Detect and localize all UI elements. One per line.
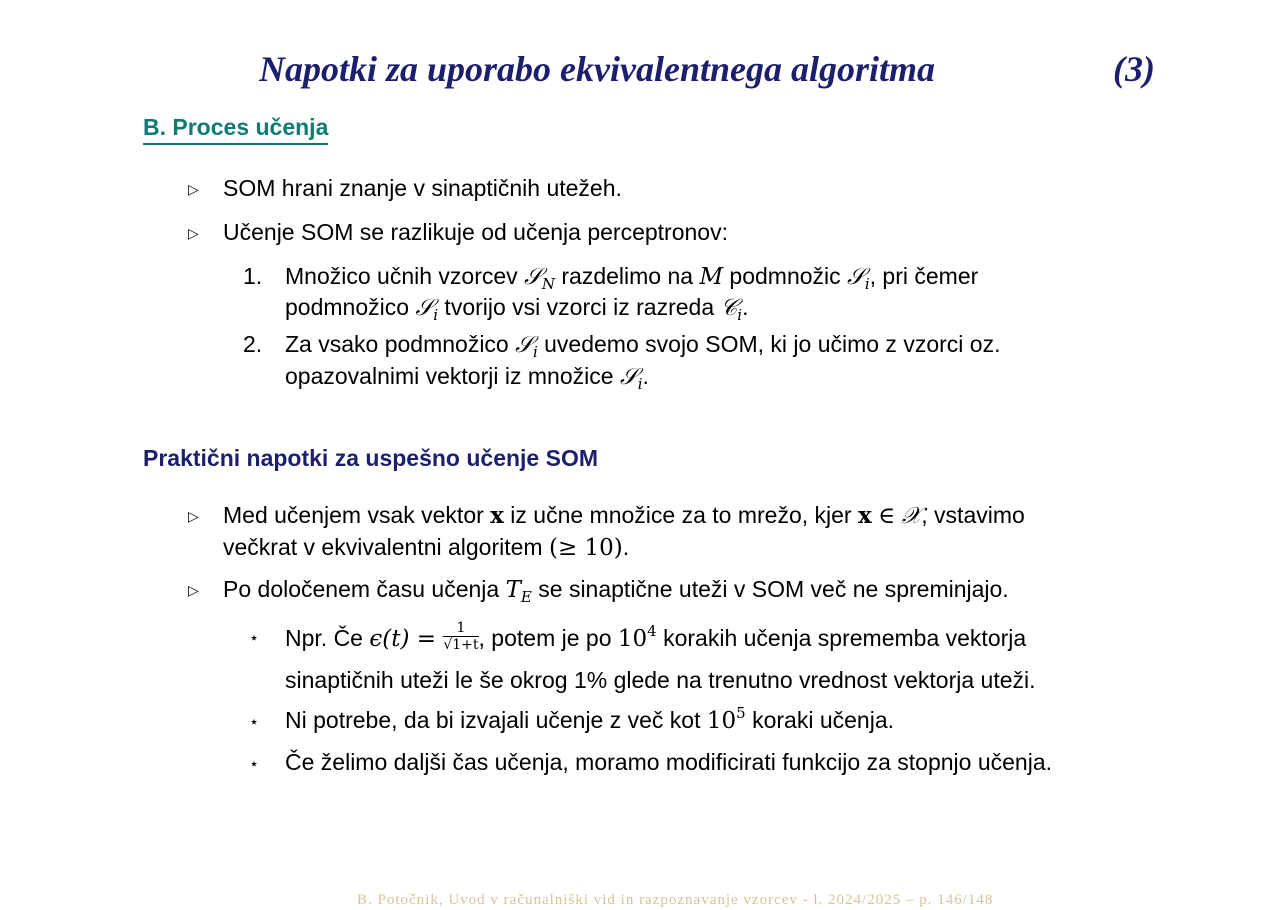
math-subscript: i xyxy=(637,375,643,393)
star-item xyxy=(285,620,1027,656)
numbered-item-continuation xyxy=(285,361,649,392)
bullet-item xyxy=(223,574,1009,605)
fraction-denominator: √1+t xyxy=(443,637,479,654)
bullet-triangle-icon: ▷ xyxy=(188,181,199,197)
text: korakih učenja sprememba vektorja xyxy=(656,625,1027,651)
slide-title-number: (3) xyxy=(1113,49,1155,89)
math-number: 10 xyxy=(617,626,648,652)
section-heading-learning-process: B. Proces učenja xyxy=(143,114,328,145)
text: tvorijo vsi vzorci iz razreda xyxy=(438,294,721,320)
slide-title xyxy=(0,44,1287,94)
bullet-item: SOM hrani znanje v sinaptičnih utežeh. xyxy=(223,175,622,201)
text: Po določenem času učenja xyxy=(223,576,506,602)
text: iz učne množice za to mrežo, kjer xyxy=(503,502,858,528)
numbered-item xyxy=(285,261,978,292)
section-heading-practical-tips: Praktični napotki za uspešno učenje SOM xyxy=(143,445,599,471)
text: razdelimo na xyxy=(554,263,700,289)
math-expression: ϵ(t) = xyxy=(369,626,444,652)
star-bullet-icon: ⋆ xyxy=(249,630,260,647)
math-subscript: E xyxy=(520,588,532,606)
math-fraction xyxy=(443,620,478,653)
math-symbol: 𝒮 xyxy=(524,264,542,290)
text: , potem je po xyxy=(478,625,618,651)
text: Npr. Če xyxy=(285,625,370,651)
text: Množico učnih vzorcev xyxy=(285,263,525,289)
text: se sinaptične uteži v SOM več ne spreminjajo. xyxy=(531,576,1009,602)
text: Za vsako podmnožico xyxy=(285,331,516,357)
text: uvedemo svojo SOM, ki jo učimo z vzorci oz. xyxy=(537,331,1001,357)
star-item: Če želimo daljši čas učenja, moramo modificirati funkcijo za stopnjo učenja. xyxy=(285,749,1053,775)
math-operator: ∈ xyxy=(878,503,896,529)
math-symbol: 𝒮 xyxy=(515,332,533,358)
text: opazovalnimi vektorji iz množice xyxy=(285,363,620,389)
fraction-numerator: 1 xyxy=(443,620,478,637)
text: podmnožic xyxy=(723,263,848,289)
list-number: 1. xyxy=(243,263,263,289)
math-symbol: 𝒳 xyxy=(901,503,922,529)
math-symbol: 𝒮 xyxy=(415,295,434,321)
text: večkrat v ekvivalentni algoritem xyxy=(223,534,549,560)
bullet-item xyxy=(223,500,1025,531)
bullet-item: Učenje SOM se razlikuje od učenja perceptronov: xyxy=(223,219,728,245)
math-subscript: i xyxy=(864,275,870,293)
math-vector: x xyxy=(490,502,504,529)
text: Ni potrebe, da bi izvajali učenje z več kot xyxy=(285,707,707,733)
bullet-item-continuation xyxy=(223,532,629,563)
math-symbol: 𝒞 xyxy=(720,295,738,321)
list-number: 2. xyxy=(243,331,263,357)
math-symbol: M xyxy=(699,264,724,290)
math-symbol: T xyxy=(505,577,521,603)
math-subscript: i xyxy=(532,343,538,361)
text: . xyxy=(742,294,749,320)
text: . xyxy=(642,363,649,389)
slide-footer: B. Potočnik, Uvod v računalniški vid in razpoznavanje vzorcev - l. 2024/2025 – p. 146/148 xyxy=(357,892,994,908)
math-exponent: 5 xyxy=(736,704,746,722)
text: podmnožico xyxy=(285,294,416,320)
text: , vstavimo xyxy=(921,502,1025,528)
text: , pri čemer xyxy=(869,263,979,289)
text: Med učenjem vsak vektor xyxy=(223,502,491,528)
math-number: 10 xyxy=(706,708,737,734)
numbered-item-continuation xyxy=(285,292,749,323)
math-symbol: 𝒮 xyxy=(619,364,638,390)
bullet-triangle-icon: ▷ xyxy=(188,582,199,598)
star-bullet-icon: ⋆ xyxy=(249,756,260,773)
math-subscript: i xyxy=(433,306,439,324)
math-symbol: 𝒮 xyxy=(847,264,865,290)
star-item xyxy=(285,705,894,736)
star-bullet-icon: ⋆ xyxy=(249,714,260,731)
numbered-item xyxy=(285,329,1000,360)
text: . xyxy=(622,534,630,560)
math-exponent: 4 xyxy=(647,622,657,640)
bullet-triangle-icon: ▷ xyxy=(188,508,199,524)
math-subscript: N xyxy=(541,275,555,293)
math-expression: (≥ 10) xyxy=(548,535,623,561)
text: koraki učenja. xyxy=(745,707,895,733)
bullet-triangle-icon: ▷ xyxy=(188,225,199,241)
math-vector: x xyxy=(857,502,872,529)
math-subscript: i xyxy=(737,306,743,324)
slide-title-text: Napotki za uporabo ekvivalentnega algoritma xyxy=(259,49,936,89)
star-item-continuation: sinaptičnih uteži le še okrog 1% glede na trenutno vrednost vektorja uteži. xyxy=(285,667,1036,693)
